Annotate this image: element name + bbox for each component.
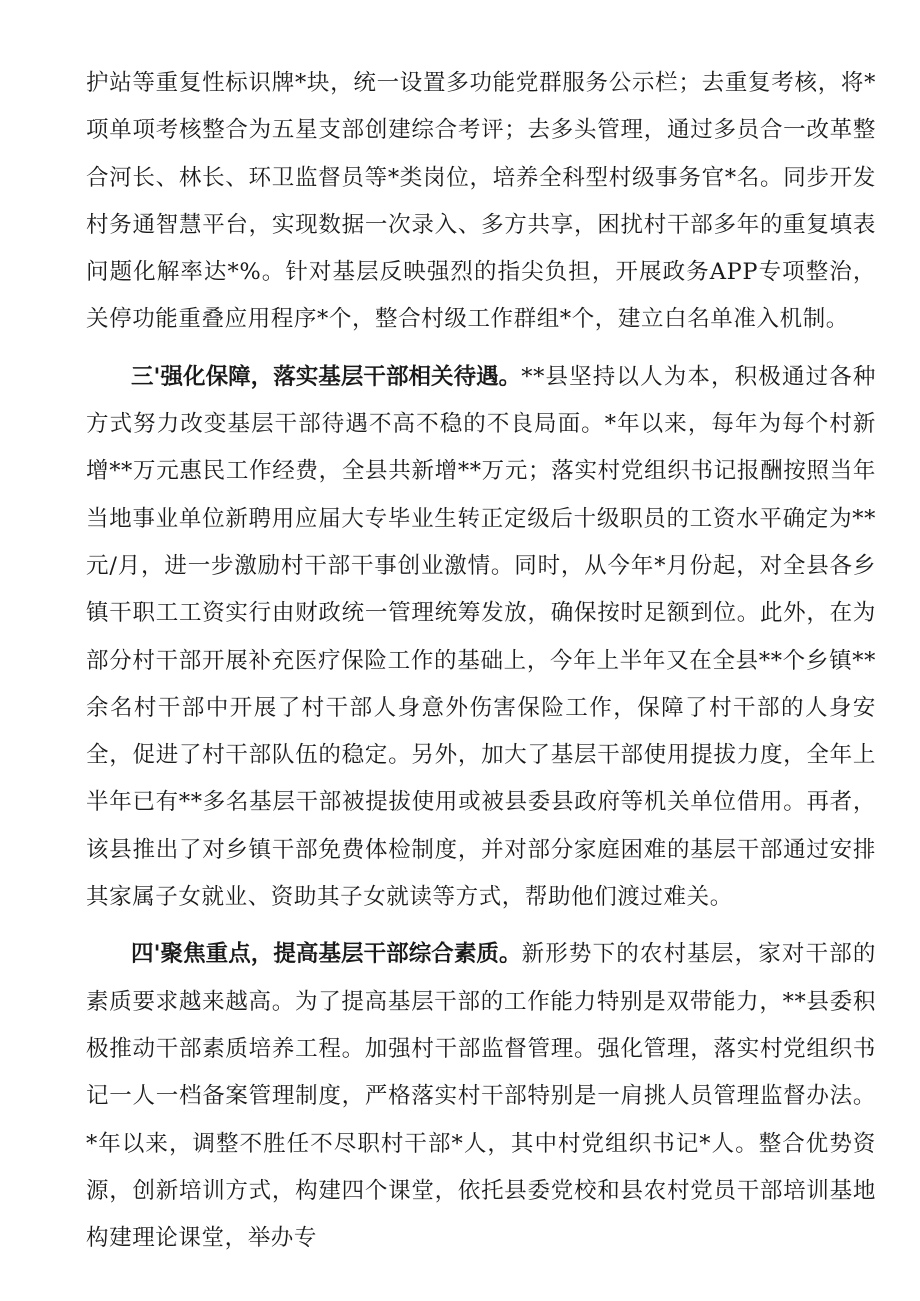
paragraph-section-4: [86, 931, 876, 1262]
paragraph-body: **县坚持以人为本，积极通过各种方式努力改变基层干部待遇不高不稳的不良局面。*年以来，每年为每个村新增**万元惠民工作经费，全县共新增**万元；落实村党组织书记报酬按照当年当地事业单位新聘用应届大专毕业生转正定级后十级职员的工资水平确定为**元/月，进一步激励村干部干事创业激情。同时，从今年*月份起，对全县各乡镇干职工工资实行由财政统一管理统筹发放，确保按时足额到位。此外，在为部分村干部开展补充医疗保险工作的基础上，今年上半年又在全县**个乡镇**余名村干部中开展了村干部人身意外伤害保险工作，保障了村干部的人身安全，促进了村干部队伍的稳定。另外，加大了基层干部使用提拔力度，全年上半年已有**多名基层干部被提拔使用或被县委县政府等机关单位借用。再者，该县推出了对乡镇干部免费体检制度，并对部分家庭困难的基层干部通过安排其家属子女就业、资助其子女就读等方式，帮助他们渡过难关。: [86, 363, 876, 911]
paragraph-body: 护站等重复性标识牌*块，统一设置多功能党群服务公示栏；去重复考核，将*项单项考核整合为五星支部创建综合考评；去多头管理，通过多员合一改革整合河长、林长、环卫监督员等*类岗位，培养全科型村级事务官*名。同步开发村务通智慧平台，实现数据一次录入、多方共享，困扰村干部多年的重复填表问题化解率达*%。针对基层反映强烈的指尖负担，开展政务APP专项整治，关停功能重叠应用程序*个，整合村级工作群组*个，建立白名单准入机制。: [86, 70, 876, 333]
paragraph-section-3: [86, 354, 876, 922]
paragraph-continued: [86, 60, 876, 344]
document-page: [86, 60, 876, 1262]
section-heading: 三'强化保障，落实基层干部相关待遇。: [131, 363, 522, 390]
paragraph-body: 新形势下的农村基层，家对干部的素质要求越来越高。为了提高基层干部的工作能力特别是双带能力，**县委积极推动干部素质培养工程。加强村干部监督管理。强化管理，落实村党组织书记一人一档备案管理制度，严格落实村干部特别是一肩挑人员管理监督办法。*年以来，调整不胜任不尽职村干部*人，其中村党组织书记*人。整合优势资源，创新培训方式，构建四个课堂，依托县委党校和县农村党员干部培训基地构建理论课堂，举办专: [86, 941, 876, 1252]
section-heading: 四'聚焦重点，提高基层干部综合素质。: [131, 941, 522, 968]
